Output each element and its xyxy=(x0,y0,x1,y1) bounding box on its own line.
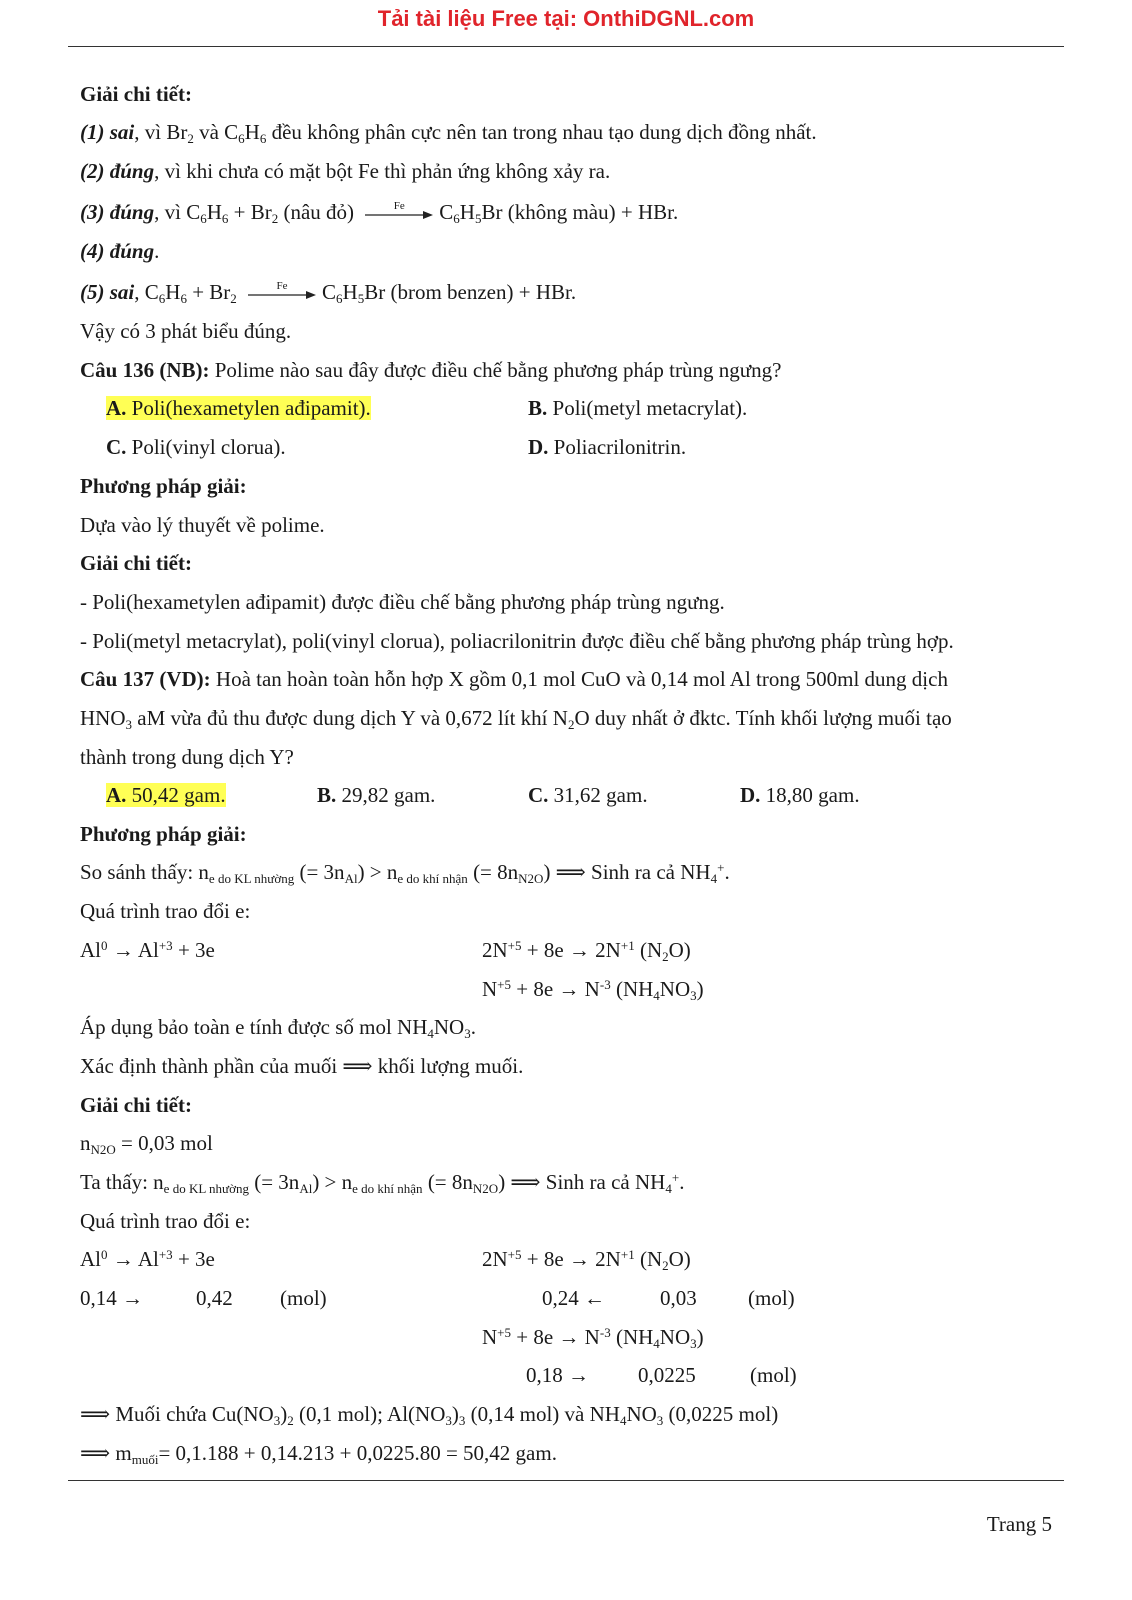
reaction-arrow: Fe xyxy=(365,206,433,222)
exchange-heading: Quá trình trao đổi e: xyxy=(80,899,251,923)
al-mol-left: 0,14 → xyxy=(80,1286,143,1310)
equation-n2o: $2N^{+5} + 8e \to 2N^{+1}$ $(N_2O)$ xyxy=(482,938,691,964)
n-n2o-line: $n_{N2O} = 0,03$ mol xyxy=(80,1131,213,1157)
method-heading: Phương pháp giải: xyxy=(80,474,247,498)
n1-mol-left: 0,24 ← xyxy=(542,1286,605,1310)
statement-5: (5) sai, $C_6H_6 + Br_2$ Fe $C_6H_5Br$ (brom benzen) + HBr. xyxy=(80,280,577,306)
mass-line: ⟹ $m_{muối}= 0,1.188 + 0,14.213 + 0,0225.80 = 50,42$ gam. xyxy=(80,1441,557,1467)
answer-option-a[interactable]: A. 50,42 gam. xyxy=(106,783,226,807)
n2-mol-value: 0,0225 xyxy=(638,1363,696,1387)
n1-mol-value: 0,03 xyxy=(660,1286,697,1310)
exchange-heading: Quá trình trao đổi e: xyxy=(80,1209,251,1233)
section-heading: Giải chi tiết: xyxy=(80,82,192,106)
equation-n2o: $2N^{+5} + 8e \to 2N^{+1}$ $(N_2O)$ xyxy=(482,1247,691,1273)
answer-option-b[interactable]: B. 29,82 gam. xyxy=(317,783,436,807)
apply-line: Áp dụng bảo toàn e tính được số mol $NH_4NO_3$. xyxy=(80,1015,476,1041)
site-header: Tải tài liệu Free tại: OnthiDGNL.com xyxy=(377,6,755,31)
answer-option-c[interactable]: C. 31,62 gam. xyxy=(528,783,648,807)
reaction-arrow: Fe xyxy=(248,286,316,302)
question-137-line-3: thành trong dung dịch Y? xyxy=(80,745,294,769)
question-137: Câu 137 (VD): Hoà tan hoàn toàn hỗn hợp X gồm 0,1 mol CuO và 0,14 mol Al trong 500ml dung dịch xyxy=(80,667,948,691)
equation-nh4no3: $N^{+5} + 8e \to N^{-3}$ $(NH_4NO_3)$ xyxy=(482,977,704,1003)
statement-2: (2) đúng, vì khi chưa có mặt bột Fe thì phản ứng không xảy ra. xyxy=(80,159,611,183)
statement-4: (4) đúng. xyxy=(80,239,160,263)
equation-al: $Al^0 \to Al^{+3} + 3e$ xyxy=(80,938,215,962)
n2-mol-left: 0,18 → xyxy=(526,1363,589,1387)
equation-nh4no3: $N^{+5} + 8e \to N^{-3}$ $(NH_4NO_3)$ xyxy=(482,1325,704,1351)
question-136: Câu 136 (NB): Polime nào sau đây được điều chế bằng phương pháp trùng ngưng? xyxy=(80,358,782,382)
conclusion: Vậy có 3 phát biểu đúng. xyxy=(80,319,292,343)
answer-option-d[interactable]: D. Poliacrilonitrin. xyxy=(528,435,687,459)
detail-line: - Poli(hexametylen ađipamit) được điều chế bằng phương pháp trùng ngưng. xyxy=(80,590,725,614)
method-heading: Phương pháp giải: xyxy=(80,822,247,846)
answer-option-a[interactable]: A. Poli(hexametylen ađipamit). xyxy=(106,396,371,420)
al-mol-value: 0,42 xyxy=(196,1286,233,1310)
compare-line: So sánh thấy: $n_{e do KL nhường}$ (= $3n_{Al}) > n_{e do khí nhận}$ (= $8n_{N2O}$) ⟹ Sinh ra cả $NH_4^+$. xyxy=(80,860,730,886)
equation-al: $Al^0 \to Al^{+3} + 3e$ xyxy=(80,1247,215,1271)
mol-unit: (mol) xyxy=(280,1286,327,1310)
header-rule xyxy=(68,46,1064,47)
statement-3: (3) đúng, vì $C_6H_6 + Br_2$ (nâu đỏ) Fe $C_6H_5Br$ (không màu) + HBr. xyxy=(80,200,679,226)
mol-unit: (mol) xyxy=(748,1286,795,1310)
answer-option-c[interactable]: C. Poli(vinyl clorua). xyxy=(106,435,286,459)
question-137-line-2: $HNO_3$ aM vừa đủ thu được dung dịch Y và 0,672 lít khí $N_2O$ duy nhất ở đktc. Tính khối lượng muối tạo xyxy=(80,706,952,732)
mol-unit: (mol) xyxy=(750,1363,797,1387)
method-text: Dựa vào lý thuyết về polime. xyxy=(80,513,325,537)
detail-heading: Giải chi tiết: xyxy=(80,551,192,575)
determine-line: Xác định thành phần của muối ⟹ khối lượng muối. xyxy=(80,1054,524,1078)
salt-line: ⟹ Muối chứa $Cu(NO_3)_2$ (0,1 mol); $Al(NO_3)_3$ (0,14 mol) và $NH_4NO_3$ (0,0225 mol) xyxy=(80,1402,779,1428)
footer-rule xyxy=(68,1480,1064,1481)
page-number: Trang 5 xyxy=(986,1512,1052,1536)
see-line: Ta thấy: $n_{e do KL nhường}$ (= $3n_{Al}) > n_{e do khí nhận}$ (= $8n_{N2O}$) ⟹ Sinh ra cả $NH_4^+$. xyxy=(80,1170,685,1196)
statement-1: (1) sai, vì $Br_2$ và $C_6H_6$ đều không phân cực nên tan trong nhau tạo dung dịch đồng nhất. xyxy=(80,120,817,146)
answer-option-b[interactable]: B. Poli(metyl metacrylat). xyxy=(528,396,748,420)
detail-heading: Giải chi tiết: xyxy=(80,1093,192,1117)
detail-line: - Poli(metyl metacrylat), poli(vinyl clorua), poliacrilonitrin được điều chế bằng phương pháp trùng hợp. xyxy=(80,629,954,653)
answer-option-d[interactable]: D. 18,80 gam. xyxy=(740,783,860,807)
